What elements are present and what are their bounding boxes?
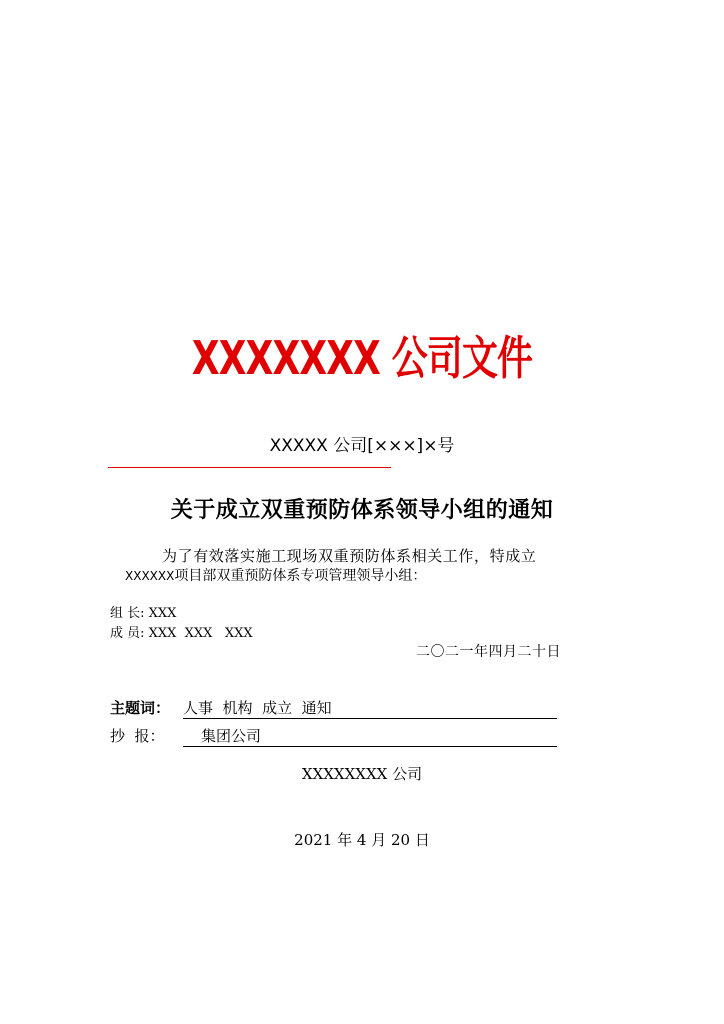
issue-date: 2021 年 4 月 20 日 [294, 831, 430, 849]
project-name: XXXXXX [125, 569, 175, 583]
group-leader-line: 组 长: XXX [110, 606, 177, 621]
keywords-value: 人事 机构 成立 通知 [183, 697, 557, 719]
group-members-line: 成 员: XXX XXX XXX [110, 626, 253, 641]
red-divider-line [108, 467, 391, 468]
document-header: XXXXXXX 公司文件 [191, 331, 533, 385]
cc-recipient: 集团公司 [201, 727, 262, 745]
keywords-label: 主题词： [110, 699, 171, 717]
document-number: XXXXX 公司[×××]×号 [269, 436, 455, 456]
notice-title: 关于成立双重预防体系领导小组的通知 [170, 497, 554, 523]
body-text-line-2 [125, 565, 426, 587]
chinese-date: 二〇二一年四月二十日 [416, 644, 561, 660]
body-text-line-2-rest: 项目部双重预防体系专项管理领导小组： [174, 568, 427, 584]
cc-value [183, 725, 557, 747]
cc-label: 抄 报： [110, 727, 165, 745]
issuer-name: XXXXXXXX 公司 [301, 765, 423, 783]
body-text-line-1: 为了有效落实施工现场双重预防体系相关工作，特成立 [162, 547, 537, 565]
